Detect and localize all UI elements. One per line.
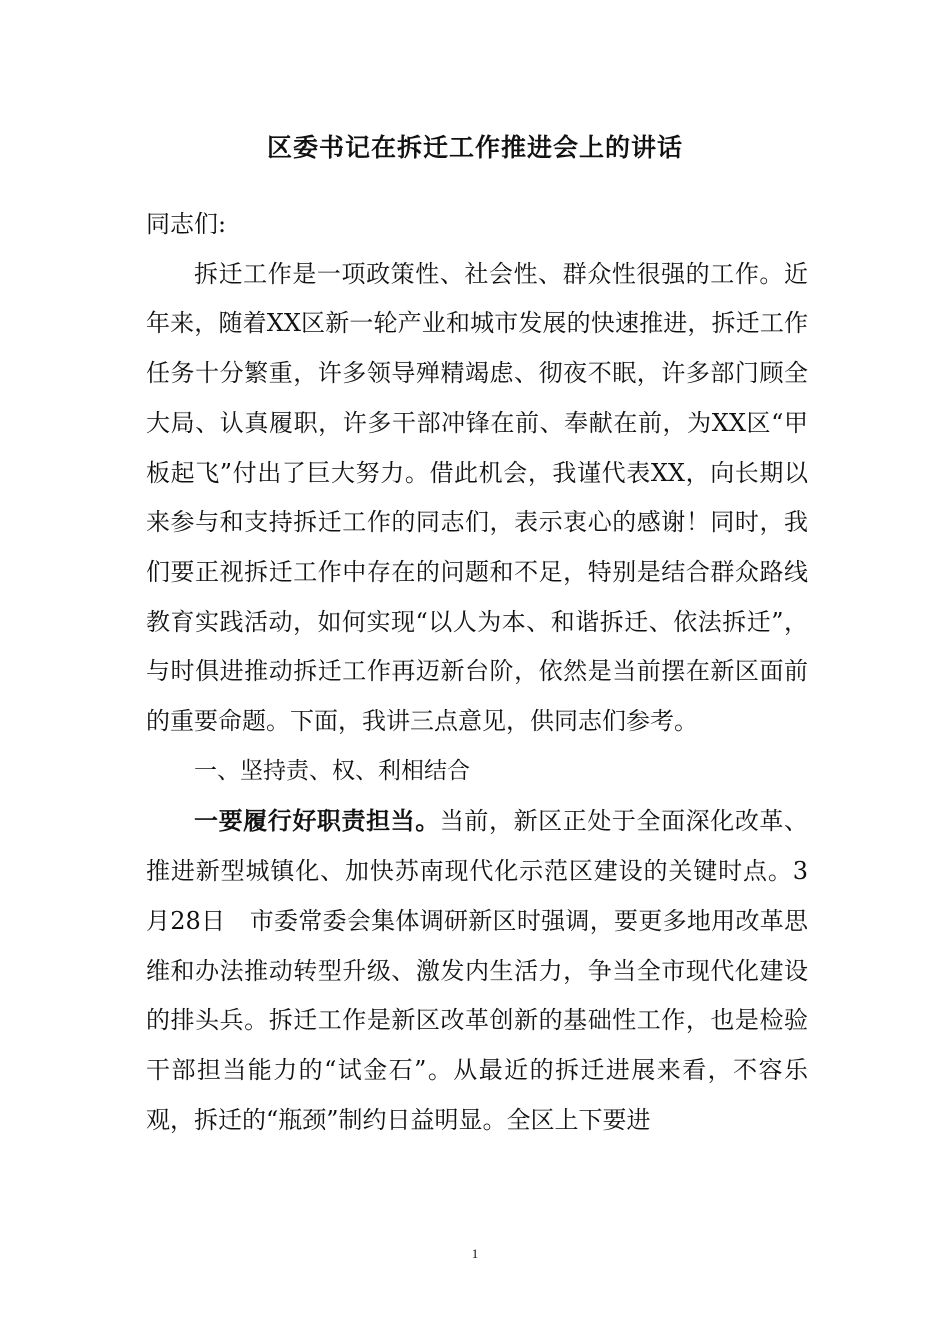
- section-1-heading: 一、坚持责、权、利相结合: [194, 757, 470, 784]
- document-title: 区委书记在拆迁工作推进会上的讲话: [266, 133, 683, 162]
- document-body: [146, 200, 808, 1145]
- salutation: 同志们:: [146, 210, 227, 238]
- section-1-text-a: 当前，新区正处于全面深化改革、推进新型城镇化、加快苏南现代化示范区建设的关键时点。3月28日: [146, 807, 809, 935]
- section-1-paragraph: [146, 796, 808, 1145]
- paragraph-1: 拆迁工作是一项政策性、社会性、群众性很强的工作。近年来，随着XX区新一轮产业和城市发展的快速推进，拆迁工作任务十分繁重，许多领导殚精竭虑、彻夜不眠，许多部门顾全大局、认真履职，许多干部冲锋在前、奉献在前，为XX区“甲板起飞”付出了巨大努力。借此机会，我谨代表XX，向长期以来参与和支持拆迁工作的同志们，表示衷心的感谢！同时，我们要正视拆迁工作中存在的问题和不足，特别是结合群众路线教育实践活动，如何实现“以人为本、和谐拆迁、依法拆迁”，与时俱进推动拆迁工作再迈新台阶，依然是当前摆在新区面前的重要命题。下面，我讲三点意见，供同志们参考。: [146, 259, 808, 736]
- section-1-text-b: 市委常委会集体调研新区时强调，要更多地用改革思维和办法推动转型升级、激发内生活力，争当全市现代化建设的排头兵。拆迁工作是新区改革创新的基础性工作，也是检验干部担当能力的“试金石”。从最近的拆迁进展来看，不容乐观，拆迁的“瓶颈”制约日益明显。全区上下要进: [146, 906, 808, 1134]
- section-1-lead: 一要履行好职责担当。: [194, 806, 440, 836]
- page-number: 1: [471, 1246, 479, 1261]
